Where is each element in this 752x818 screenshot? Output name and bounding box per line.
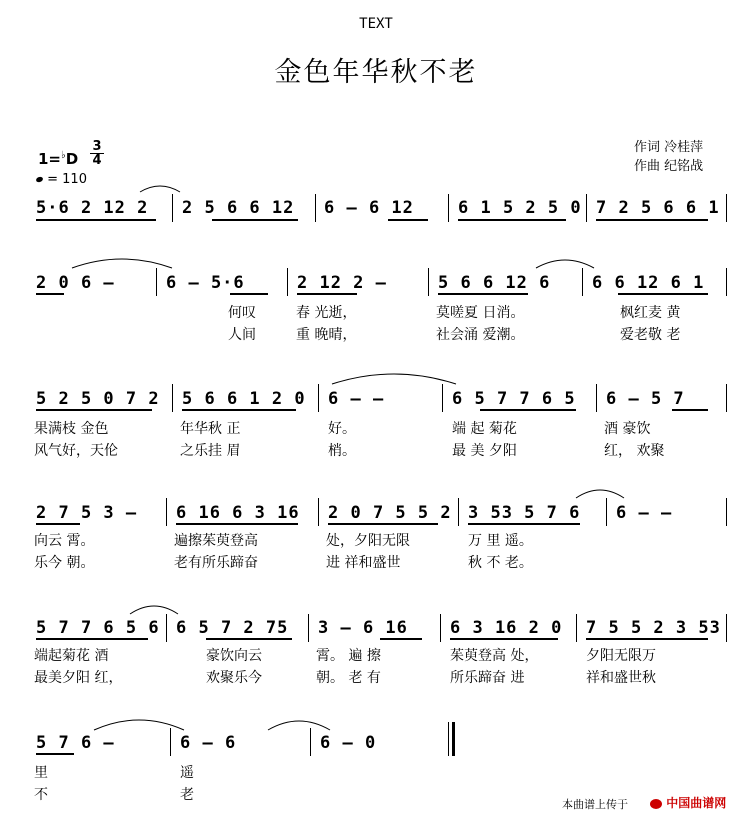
key-prefix: 1=: [38, 150, 62, 168]
tempo-marking: [36, 172, 87, 187]
lyric-verse1: 遍擦茱萸登高: [174, 533, 258, 549]
measure: 5 7 7 6 5 6: [36, 618, 160, 638]
lyric-verse1: 夕阳无限万: [586, 648, 656, 664]
beam-underline: [458, 219, 566, 221]
lyric-verse1: 里: [34, 765, 48, 781]
bar-line: [576, 614, 577, 642]
measure: 6 – 6 12: [324, 198, 414, 218]
bar-line: [166, 498, 167, 526]
beam-underline: [36, 409, 152, 411]
bar-line: [726, 384, 727, 412]
lyric-verse1: 何叹: [228, 305, 256, 321]
lyric-verse2: 乐今 朝。: [34, 555, 95, 571]
bar-line: [726, 268, 727, 296]
bar-line: [308, 614, 309, 642]
beam-underline: [36, 753, 74, 755]
lyric-verse1: 好。: [328, 421, 356, 437]
bar-line: [458, 498, 459, 526]
measure: 5 6 6 1 2 0: [182, 389, 306, 409]
key-name: D: [65, 150, 79, 168]
beam-underline: [586, 638, 708, 640]
measure: 2 0 7 5 5 2: [328, 503, 452, 523]
bar-line: [287, 268, 288, 296]
measure: 6 6 12 6 1: [592, 273, 705, 293]
page-title: 金色年华秋不老: [274, 57, 478, 88]
measure: 2 0 6 –: [36, 273, 115, 293]
measure: 2 12 2 –: [297, 273, 387, 293]
bar-line: [318, 384, 319, 412]
lyric-verse2: 老有所乐蹄奋: [174, 555, 258, 571]
lyric-verse2: 最美夕阳 红，: [34, 670, 123, 686]
lyric-verse2: 爱老敬 老: [620, 327, 681, 343]
bar-line: [318, 498, 319, 526]
quarter-note-icon: [35, 176, 43, 183]
lyric-verse2: 进 祥和盛世: [326, 555, 401, 571]
tie-slur: [574, 486, 626, 500]
beam-underline: [328, 523, 438, 525]
tempo-value: = 110: [47, 172, 87, 187]
measure: 6 – 5 7: [606, 389, 685, 409]
tie-slur: [266, 716, 332, 732]
measure: 2 7 5 3 –: [36, 503, 138, 523]
bar-line: [156, 268, 157, 296]
upload-note: 本曲谱上传于: [562, 798, 628, 811]
bar-line: [170, 728, 171, 756]
bar-line: [428, 268, 429, 296]
beam-underline: [672, 409, 708, 411]
beam-underline: [596, 219, 708, 221]
measure: 5 7 6 –: [36, 733, 115, 753]
lyric-verse2: 祥和盛世秋: [586, 670, 656, 686]
header-tag: TEXT: [359, 16, 393, 32]
composer-credit: 作曲 纪铭战: [634, 159, 704, 174]
bar-line: [440, 614, 441, 642]
measure: 6 1 5 2 5 0: [458, 198, 582, 218]
lyric-verse1: 豪饮向云: [206, 648, 262, 664]
lyric-verse2: 风气好，天伦: [34, 443, 118, 459]
lyric-verse1: 春 光逝，: [296, 305, 357, 321]
beam-underline: [36, 219, 156, 221]
lyric-verse1: 果满枝 金色: [34, 421, 109, 437]
bar-line: [726, 498, 727, 526]
bar-line: [166, 614, 167, 642]
lyric-verse1: 茱萸登高 处，: [450, 648, 539, 664]
site-logo[interactable]: [650, 794, 726, 811]
measure: 6 – 6: [180, 733, 237, 753]
measure: 7 2 5 6 6 1: [596, 198, 720, 218]
measure: 6 – –: [328, 389, 385, 409]
tie-slur: [534, 256, 596, 270]
tie-slur: [138, 182, 182, 194]
bar-line: [726, 194, 727, 222]
lyric-verse1: 酒 豪饮: [604, 421, 651, 437]
logo-text: 中国曲谱网: [666, 796, 727, 810]
bar-line: [448, 194, 449, 222]
bar-line: [310, 728, 311, 756]
lyric-verse2: 红， 欢聚: [604, 443, 665, 459]
measure: 6 16 6 3 16: [176, 503, 300, 523]
lyric-verse2: 老: [180, 787, 194, 803]
measure: 5 2 5 0 7 2: [36, 389, 160, 409]
lyric-verse1: 霄。 遍 擦: [316, 648, 381, 664]
lyric-verse1: 枫红麦 黄: [620, 305, 681, 321]
measure: 6 – –: [616, 503, 673, 523]
measure: 6 5 7 7 6 5: [452, 389, 576, 409]
meter-bottom: 4: [90, 153, 104, 167]
measure: 6 3 16 2 0: [450, 618, 563, 638]
final-bar-thin: [448, 722, 449, 756]
logo-icon: [650, 799, 662, 809]
beam-underline: [36, 523, 80, 525]
lyric-verse2: 人间: [228, 327, 256, 343]
beam-underline: [36, 293, 64, 295]
bar-line: [726, 614, 727, 642]
beam-underline: [450, 638, 558, 640]
tie-slur: [128, 602, 180, 616]
flat-icon: ♭: [61, 150, 66, 161]
bar-line: [606, 498, 607, 526]
beam-underline: [618, 293, 708, 295]
beam-underline: [176, 523, 298, 525]
lyric-verse1: 端 起 菊花: [452, 421, 517, 437]
measure: 6 – 0: [320, 733, 377, 753]
lyric-verse1: 万 里 遥。: [468, 533, 533, 549]
bar-line: [596, 384, 597, 412]
measure: 6 – 5·6: [166, 273, 245, 293]
lyric-verse1: 年华秋 正: [180, 421, 241, 437]
beam-underline: [438, 293, 528, 295]
lyric-verse1: 莫嗟夏 日消。: [436, 305, 525, 321]
lyric-verse2: 秋 不 老。: [468, 555, 533, 571]
lyric-verse2: 之乐挂 眉: [180, 443, 241, 459]
measure: 3 – 6 16: [318, 618, 408, 638]
lyric-verse2: 梢。: [328, 443, 356, 459]
beam-underline: [230, 293, 268, 295]
bar-line: [315, 194, 316, 222]
tie-slur: [70, 256, 174, 270]
beam-underline: [480, 409, 576, 411]
bar-line: [586, 194, 587, 222]
tie-slur: [92, 716, 186, 732]
lyric-verse2: 朝。 老 有: [316, 670, 381, 686]
measure: 5·6 2 12 2: [36, 198, 149, 218]
lyric-verse2: 最 美 夕阳: [452, 443, 517, 459]
measure: 6 5 7 2 75: [176, 618, 289, 638]
measure: 2 5 6 6 12: [182, 198, 295, 218]
lyric-verse2: 不: [34, 787, 48, 803]
final-bar-thick: [452, 722, 455, 756]
beam-underline: [182, 409, 296, 411]
lyric-verse1: 向云 霄。: [34, 533, 95, 549]
bar-line: [172, 194, 173, 222]
lyric-verse1: 遥: [180, 765, 194, 781]
meter-top: 3: [92, 139, 102, 154]
beam-underline: [206, 638, 292, 640]
key-signature: [38, 150, 78, 168]
beam-underline: [297, 293, 357, 295]
tie-slur: [330, 370, 458, 386]
beam-underline: [212, 219, 298, 221]
bar-line: [172, 384, 173, 412]
beam-underline: [380, 638, 422, 640]
lyric-verse2: 欢聚乐今: [206, 670, 262, 686]
lyric-verse1: 处，夕阳无限: [326, 533, 410, 549]
lyricist-credit: 作词 冷桂萍: [634, 140, 704, 155]
lyric-verse2: 所乐蹄奋 进: [450, 670, 525, 686]
measure: 3 53 5 7 6: [468, 503, 581, 523]
time-signature: [90, 140, 104, 167]
beam-underline: [388, 219, 428, 221]
lyric-verse2: 社会涌 爱潮。: [436, 327, 525, 343]
lyric-verse2: 重 晚晴，: [296, 327, 357, 343]
measure: 7 5 5 2 3 53: [586, 618, 721, 638]
beam-underline: [468, 523, 580, 525]
measure: 5 6 6 12 6: [438, 273, 551, 293]
bar-line: [582, 268, 583, 296]
lyric-verse1: 端起菊花 酒: [34, 648, 109, 664]
bar-line: [442, 384, 443, 412]
beam-underline: [36, 638, 148, 640]
